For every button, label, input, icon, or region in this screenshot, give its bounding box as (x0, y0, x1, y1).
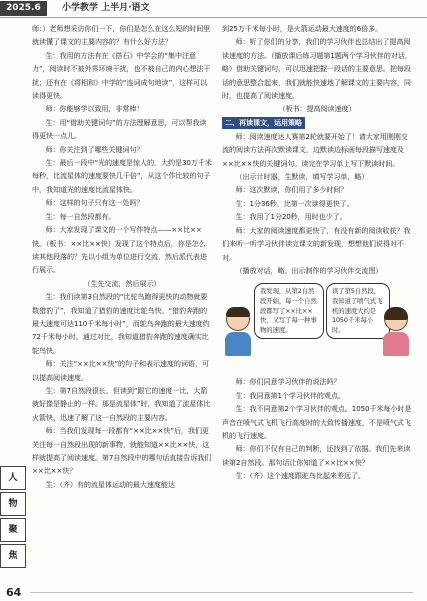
page-header (0, 0, 427, 18)
paragraph: 师：你关注到了哪些关键词句？ (45, 144, 144, 154)
paragraph: 师：你能够学以致用，非常棒！ (45, 104, 144, 114)
paragraph: （播放对话，略。出示制作的学习伙伴交流图） (235, 265, 383, 275)
paragraph: 师：阅读速度达人赛第2轮就要开始了！请大家用刚刚交流的阅读方法再次默读课文，边默读边标画每段描写速度及××比××快的关键词句。读完在学习单上写下默读时间。 (222, 131, 408, 168)
column-tab (0, 466, 24, 570)
paragraph: 师：听了你们的分享，我们的学习伙伴也总结出了提高阅读速度的方法。（播放课后练习题第1题两个学习伙伴的对话，略）借助关键词句，可以迅速把握一段话的主要意思。把每段话的意思整合起来，我们就能快速地了解课文的主要内容，同时，也提高了阅读速度。 (222, 37, 412, 101)
paragraph: 师：）老师想采访你们一下，你们是怎么在这么短的时间里就读懂了课文的主要内容的？有什么好方法？ (32, 24, 211, 47)
paragraph: 到25万千米每小时，是火箭运动最大速度的6倍多。 (222, 24, 383, 33)
paragraph: 师：大家发现了课文的一个写作特点——××比××快。（板书：××比××快）发现了这个特点后，你是怎么读其他段落的？先以小组为单位进行交流，然后派代表进行展示。 (32, 225, 207, 275)
paragraph: 生：最后一段中“光的速度是惊人的，大约是30万千米每秒，比流星体的速度要快几千倍”，从这个作比较的句子中，我知道光的速度比流星体快。 (32, 158, 212, 194)
paragraph: 生：我不同意第2个学习伙伴的观点。1050千米每小时是声音在喷气式飞机飞行高度时的大致传播速度，不是喷气式飞机的飞行速度。 (222, 404, 412, 440)
board-note: （板书：提高阅读速度） (278, 104, 356, 114)
paragraph: 师：这样的句子只有这一处吗？ (45, 198, 144, 208)
magazine-title: 小学教学 上半月·语文 (62, 3, 150, 13)
page-number: 64 (6, 586, 22, 599)
paragraph: （出示计时器，生默读，填写学习单，略） (235, 172, 369, 182)
left-column (32, 22, 212, 491)
paragraph: 师：大家的阅读速度都更快了，有没有新的阅读收获？我们来听一听学习伙伴读完课文的新发现，想想他们说得对不对。 (222, 225, 411, 262)
paragraph: 师：当我们发现每一段都有“××比××快”后，我们更关注每一自然段出现的新事物，就能知道××比××快，这样就提高了阅读速度。第7自然段中的哪句话直接告诉我们××比××快？ (32, 426, 212, 476)
tab-char: 物 (0, 492, 26, 516)
paragraph: 师：关注“××比××快”的句子和表示速度的词语，可以提高阅读速度。 (32, 359, 209, 382)
learning-partner-illustration (222, 279, 412, 371)
paragraph: 生：（齐）这个速度跟驼鸟比起来差远了。 (235, 471, 365, 481)
paragraph: 生：每一自然段都有。 (45, 211, 116, 221)
boy-figure (224, 307, 252, 356)
paragraph: 生：我同意第1个学习伙伴的观点。 (235, 390, 345, 400)
speech-bubble-left: 我发现，从第2自然段开始，每一个自然段都写了××比××快，又写了每一种事物的速度。 (254, 283, 324, 339)
tab-char: 人 (0, 466, 26, 490)
paragraph: 生：我用了1分20秒，用时也少了。 (235, 212, 347, 222)
paragraph: 生：用“借助关键词句”的方法理解意思，可以帮我读得更快一点儿。 (32, 117, 207, 141)
paragraph: 生：（齐）有的流星体运动的最大速度能达 (45, 479, 175, 489)
girl-figure (382, 307, 410, 356)
paragraph: 生：1分36秒，比第一次读得更快了。 (235, 198, 354, 208)
right-column (222, 22, 412, 483)
paragraph: 生：我们读第3自然段的“比驼鸟跑得更快的动物就要数猎豹了”，我知道了猎豹的速度比鸵鸟快。“猎豹奔跑的最大速度可达110千米每小时”，而鸵鸟奔跑的最大速度约72千米每小时，通过对比，我知道猎豹奔跑的速度确实比鸵鸟快。 (32, 292, 210, 355)
footer-rule (30, 592, 413, 593)
paragraph: 师：你们不仅有自己的判断，还找到了依据。我们先来读读第2自然段。那句话让你知道了××比××快？ (222, 444, 411, 467)
paragraph: 师：这次默读，你们用了多少时间？ (235, 185, 348, 195)
paragraph: 生：我用的方法有在《搭石》中学会的“集中注意力”，阅读时不被外界环境干扰，也不被自己的内心想法干扰；还有在《将相和》中学的“连词成句地读”，这样可以读得更快。 (32, 50, 211, 101)
section-heading: 二、再读课文，运用策略 (222, 117, 305, 129)
tab-char: 焦 (0, 544, 26, 568)
stage-direction: （生先交流，然后展示） (83, 278, 161, 288)
speech-bubble-right: 读了第5自然段，我知道了喷气式飞机的速度大约是1050千米每小时。 (326, 283, 390, 339)
paragraph: 师：你们同意学习伙伴的说法吗？ (235, 377, 341, 387)
tab-char: 聚 (0, 518, 26, 542)
paragraph: 生：第7自然段很长，但读到“跟它的速度一比，大箭就好像是静止的一样。那是流星体”时，我知道了流星体比火箭快，迅速了解了这一自然段的主要内容。 (32, 385, 211, 422)
issue-date: 2025.6 (0, 1, 47, 16)
header-rule (0, 17, 427, 18)
